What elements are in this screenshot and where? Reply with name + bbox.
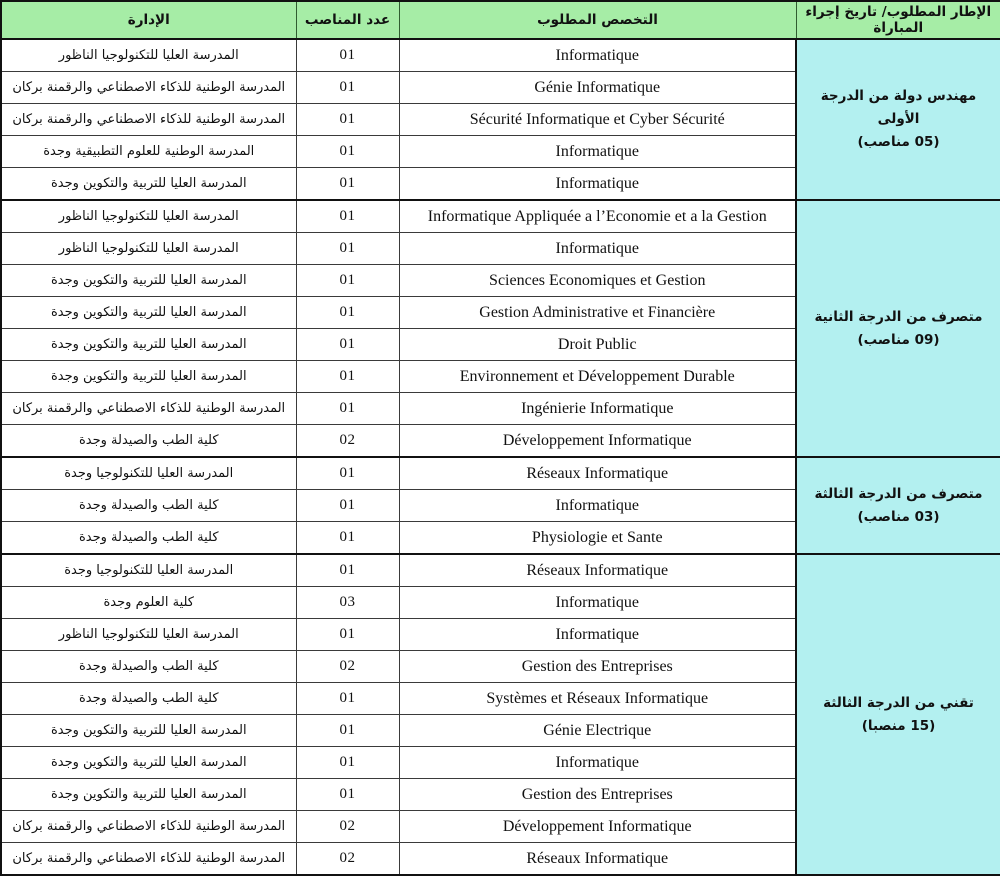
cell-frame-group: [796, 554, 1000, 875]
cell-administration: المدرسة العليا للتربية والتكوين وجدة: [1, 779, 296, 811]
cell-position-count: 01: [296, 297, 399, 329]
cell-administration: كلية الطب والصيدلة وجدة: [1, 651, 296, 683]
cell-position-count: 01: [296, 233, 399, 265]
cell-position-count: 01: [296, 490, 399, 522]
table-header: [1, 1, 1000, 39]
table-row: [1, 554, 1000, 587]
cell-administration: المدرسة العليا للتكنولوجيا الناظور: [1, 233, 296, 265]
frame-title: متصرف من الدرجة الثانية: [814, 308, 983, 325]
cell-administration: كلية الطب والصيدلة وجدة: [1, 683, 296, 715]
cell-position-count: 01: [296, 265, 399, 297]
table-body: [1, 39, 1000, 875]
cell-administration: المدرسة العليا للتربية والتكوين وجدة: [1, 265, 296, 297]
cell-position-count: 01: [296, 554, 399, 587]
cell-specialty: Informatique: [399, 233, 796, 265]
cell-position-count: 02: [296, 651, 399, 683]
column-header-specialty: التخصص المطلوب: [399, 1, 796, 39]
cell-position-count: 01: [296, 683, 399, 715]
cell-specialty: Informatique: [399, 747, 796, 779]
table-row: [1, 39, 1000, 72]
cell-administration: كلية الطب والصيدلة وجدة: [1, 490, 296, 522]
frame-count: (15 منصبا): [861, 717, 936, 734]
frame-title: متصرف من الدرجة الثالثة: [814, 485, 983, 502]
cell-administration: كلية الطب والصيدلة وجدة: [1, 522, 296, 555]
cell-administration: كلية العلوم وجدة: [1, 587, 296, 619]
cell-administration: المدرسة العليا للتربية والتكوين وجدة: [1, 168, 296, 201]
cell-administration: المدرسة العليا للتكنولوجيا وجدة: [1, 554, 296, 587]
table-row: [1, 200, 1000, 233]
cell-position-count: 01: [296, 168, 399, 201]
cell-position-count: 01: [296, 200, 399, 233]
cell-specialty: Informatique: [399, 136, 796, 168]
cell-frame-group: [796, 200, 1000, 457]
cell-specialty: Génie Informatique: [399, 72, 796, 104]
frame-count: (03 مناصب): [857, 508, 940, 525]
cell-administration: المدرسة الوطنية للعلوم التطبيقية وجدة: [1, 136, 296, 168]
cell-administration: المدرسة الوطنية للذكاء الاصطناعي والرقمنة بركان: [1, 104, 296, 136]
cell-position-count: 01: [296, 136, 399, 168]
cell-administration: المدرسة العليا للتربية والتكوين وجدة: [1, 329, 296, 361]
cell-position-count: 03: [296, 587, 399, 619]
cell-specialty: Informatique: [399, 490, 796, 522]
frame-count: (09 مناصب): [857, 331, 940, 348]
cell-administration: المدرسة الوطنية للذكاء الاصطناعي والرقمنة بركان: [1, 393, 296, 425]
cell-administration: المدرسة العليا للتكنولوجيا الناظور: [1, 39, 296, 72]
cell-position-count: 02: [296, 811, 399, 843]
frame-count: (05 مناصب): [857, 133, 940, 150]
cell-specialty: Informatique: [399, 587, 796, 619]
cell-position-count: 01: [296, 361, 399, 393]
cell-specialty: Informatique Appliquée a l’Economie et a la Gestion: [399, 200, 796, 233]
cell-specialty: Génie Electrique: [399, 715, 796, 747]
cell-position-count: 02: [296, 425, 399, 458]
cell-position-count: 01: [296, 747, 399, 779]
cell-specialty: Droit Public: [399, 329, 796, 361]
cell-position-count: 01: [296, 457, 399, 490]
cell-specialty: Développement Informatique: [399, 811, 796, 843]
cell-position-count: 01: [296, 39, 399, 72]
cell-specialty: Gestion des Entreprises: [399, 779, 796, 811]
cell-administration: المدرسة العليا للتربية والتكوين وجدة: [1, 747, 296, 779]
cell-specialty: Réseaux Informatique: [399, 843, 796, 876]
cell-administration: المدرسة الوطنية للذكاء الاصطناعي والرقمنة بركان: [1, 843, 296, 876]
column-header-frame: الإطار المطلوب/ تاريخ إجراء المباراة: [796, 1, 1000, 39]
cell-position-count: 01: [296, 329, 399, 361]
cell-position-count: 01: [296, 104, 399, 136]
cell-specialty: Développement Informatique: [399, 425, 796, 458]
cell-administration: المدرسة العليا للتكنولوجيا الناظور: [1, 200, 296, 233]
cell-administration: المدرسة العليا للتربية والتكوين وجدة: [1, 361, 296, 393]
cell-specialty: Physiologie et Sante: [399, 522, 796, 555]
cell-position-count: 01: [296, 522, 399, 555]
cell-administration: المدرسة العليا للتربية والتكوين وجدة: [1, 297, 296, 329]
cell-specialty: Réseaux Informatique: [399, 554, 796, 587]
cell-specialty: Informatique: [399, 168, 796, 201]
cell-administration: المدرسة الوطنية للذكاء الاصطناعي والرقمنة بركان: [1, 811, 296, 843]
frame-title: مهندس دولة من الدرجة الأولى: [820, 88, 977, 128]
cell-specialty: Sciences Economiques et Gestion: [399, 265, 796, 297]
cell-specialty: Informatique: [399, 619, 796, 651]
column-header-admin: الإدارة: [1, 1, 296, 39]
cell-position-count: 01: [296, 779, 399, 811]
frame-title: تقني من الدرجة الثالثة: [823, 694, 974, 711]
cell-specialty: Sécurité Informatique et Cyber Sécurité: [399, 104, 796, 136]
cell-specialty: Systèmes et Réseaux Informatique: [399, 683, 796, 715]
cell-position-count: 01: [296, 619, 399, 651]
cell-frame-group: [796, 39, 1000, 200]
cell-specialty: Gestion des Entreprises: [399, 651, 796, 683]
cell-administration: المدرسة العليا للتكنولوجيا وجدة: [1, 457, 296, 490]
table-row: [1, 457, 1000, 490]
cell-position-count: 02: [296, 843, 399, 876]
cell-specialty: Gestion Administrative et Financière: [399, 297, 796, 329]
cell-specialty: Réseaux Informatique: [399, 457, 796, 490]
cell-specialty: Ingénierie Informatique: [399, 393, 796, 425]
header-row: [1, 1, 1000, 39]
cell-administration: المدرسة الوطنية للذكاء الاصطناعي والرقمنة بركان: [1, 72, 296, 104]
cell-position-count: 01: [296, 393, 399, 425]
cell-position-count: 01: [296, 72, 399, 104]
cell-specialty: Environnement et Développement Durable: [399, 361, 796, 393]
cell-specialty: Informatique: [399, 39, 796, 72]
cell-position-count: 01: [296, 715, 399, 747]
cell-administration: كلية الطب والصيدلة وجدة: [1, 425, 296, 458]
column-header-count: عدد المناصب: [296, 1, 399, 39]
cell-administration: المدرسة العليا للتربية والتكوين وجدة: [1, 715, 296, 747]
cell-frame-group: [796, 457, 1000, 554]
cell-administration: المدرسة العليا للتكنولوجيا الناظور: [1, 619, 296, 651]
